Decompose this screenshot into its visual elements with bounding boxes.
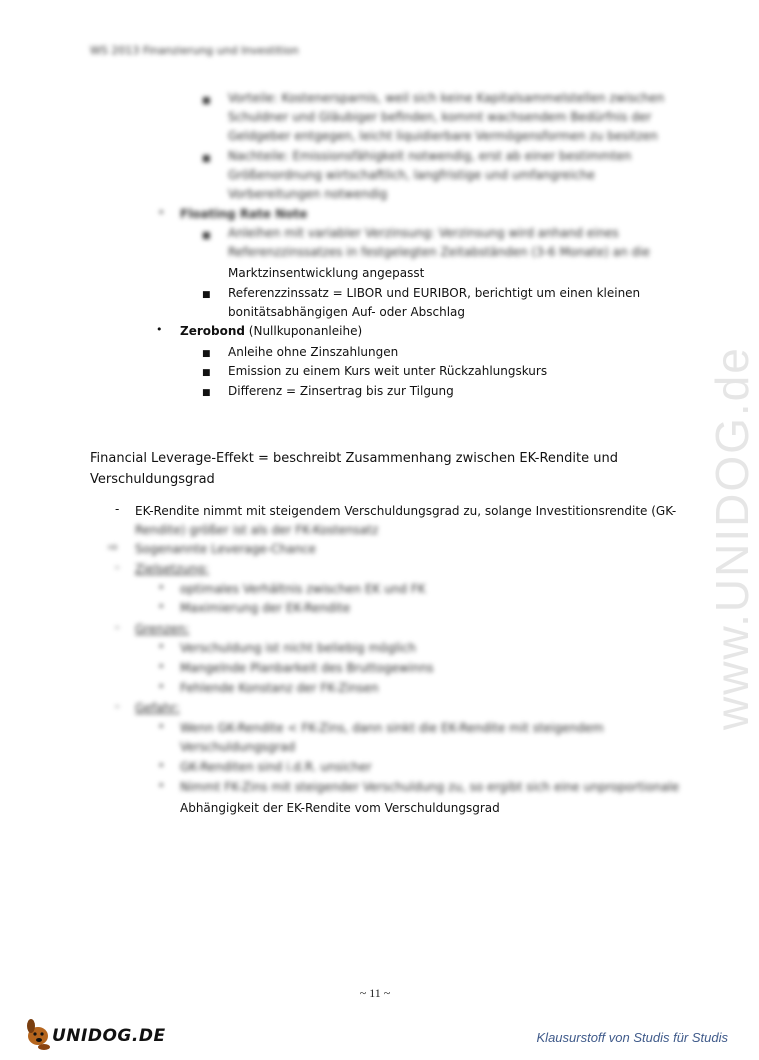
footer-tagline: Klausurstoff von Studis für Studis <box>536 1030 728 1045</box>
text-line: Anleihe ohne Zinszahlungen <box>228 345 399 359</box>
text-line <box>90 450 618 468</box>
dash-icon: - <box>115 502 120 516</box>
text-line: Wenn GK-Rendite < FK-Zins, dann sinkt die EK-Rendite mit steigendem <box>180 721 604 735</box>
text-line: Floating Rate Note <box>180 207 308 221</box>
page-number: ~ 11 ~ <box>359 986 391 1000</box>
text-line: GK-Renditen sind i.d.R. unsicher <box>180 760 372 774</box>
text-line: Rendite) größer ist als der FK-Kostensatz <box>135 523 379 537</box>
term-zerobond: Zerobond <box>180 324 245 338</box>
text-line: Vorteile: Kostenersparnis, weil sich keine Kapitalsammelstellen zwischen <box>228 91 665 105</box>
text-line: Nimmt FK-Zins mit steigender Verschuldung zu, so ergibt sich eine unproportionale <box>180 780 680 794</box>
bullet-square-icon: ■ <box>202 388 211 398</box>
text-line: Marktzinsentwicklung angepasst <box>228 266 425 280</box>
text-line: Fehlende Konstanz der FK-Zinsen <box>180 681 379 695</box>
bullet-square-icon: ■ <box>202 368 211 378</box>
bullet-icon: • <box>158 640 165 653</box>
page-header: WS 2013 Finanzierung und Investition <box>90 44 299 57</box>
bullet-icon: • <box>158 206 165 219</box>
text-line: Größenordnung wirtschaftlich, langfristige und umfangreiche <box>228 168 595 182</box>
bullet-icon: • <box>158 759 165 772</box>
text-line: Verschuldungsgrad <box>90 472 215 487</box>
section-heading: Financial Leverage-Effekt <box>90 451 254 466</box>
text-line: Verschuldungsgrad <box>180 740 296 754</box>
bullet-icon: • <box>158 680 165 693</box>
text-line: Zielsetzung: <box>135 562 209 576</box>
text-line: Referenzzinssatz = LIBOR und EURIBOR, berichtigt um einen kleinen <box>228 286 641 300</box>
bullet-icon: • <box>158 720 165 733</box>
arrow-right-icon: ⇨ <box>108 540 119 554</box>
text-line: Nachteile: Emissionsfähigkeit notwendig, erst ab einer bestimmten <box>228 149 632 163</box>
text-line: Verschuldung ist nicht beliebig möglich <box>180 641 416 655</box>
text-line: Referenzzinssatzes in festgelegten Zeitabständen (3-6 Monate) an die <box>228 245 650 259</box>
dash-icon: - <box>115 620 120 634</box>
bullet-icon: • <box>156 323 163 336</box>
text-line: Emission zu einem Kurs weit unter Rückzahlungskurs <box>228 364 548 378</box>
text-line: Mangelnde Planbarkeit des Bruttogewinns <box>180 661 434 675</box>
dash-icon: - <box>115 560 120 574</box>
text-line: Gefahr: <box>135 701 180 715</box>
text-line <box>180 322 362 340</box>
bullet-icon: • <box>158 660 165 673</box>
bullet-square-icon: ■ <box>202 231 211 241</box>
bullet-icon: • <box>158 779 165 792</box>
bullet-square-icon: ■ <box>202 154 211 164</box>
text-line: Sogenannte Leverage-Chance <box>135 542 316 556</box>
text-line: Maximierung der EK-Rendite <box>180 601 351 615</box>
text-line: Grenzen: <box>135 622 190 636</box>
bullet-icon: • <box>158 581 165 594</box>
watermark: www.UNIDOG.de <box>706 346 758 730</box>
text-line: Differenz = Zinsertrag bis zur Tilgung <box>228 384 454 398</box>
text-line: Vorbereitungen notwendig <box>228 187 388 201</box>
text-line: Geldgeber entgegen, leicht liquidierbare Vermögensformen zu besitzen <box>228 129 658 143</box>
logo-text: UNIDOG.DE <box>52 1026 166 1046</box>
section-heading-desc: = beschreibt Zusammenhang zwischen EK-Rendite und <box>253 451 618 466</box>
bullet-square-icon: ■ <box>202 290 211 300</box>
text-line: bonitätsabhängigen Auf- oder Abschlag <box>228 305 466 319</box>
text-line: Anleihen mit variabler Verzinsung: Verzinsung wird anhand eines <box>228 226 619 240</box>
dash-icon: - <box>115 699 120 713</box>
bullet-square-icon: ■ <box>202 96 211 106</box>
text-line: Schuldner und Gläubiger befinden, kommt wachsendem Bedürfnis der <box>228 110 652 124</box>
bullet-icon: • <box>158 600 165 613</box>
text-line: EK-Rendite nimmt mit steigendem Verschuldungsgrad zu, solange Investitionsrendite (GK- <box>135 504 677 518</box>
text-line: Abhängigkeit der EK-Rendite vom Verschuldungsgrad <box>180 801 500 815</box>
term-zerobond-desc: (Nullkuponanleihe) <box>244 324 363 338</box>
bullet-square-icon: ■ <box>202 349 211 359</box>
text-line: optimales Verhältnis zwischen EK und FK <box>180 582 426 596</box>
